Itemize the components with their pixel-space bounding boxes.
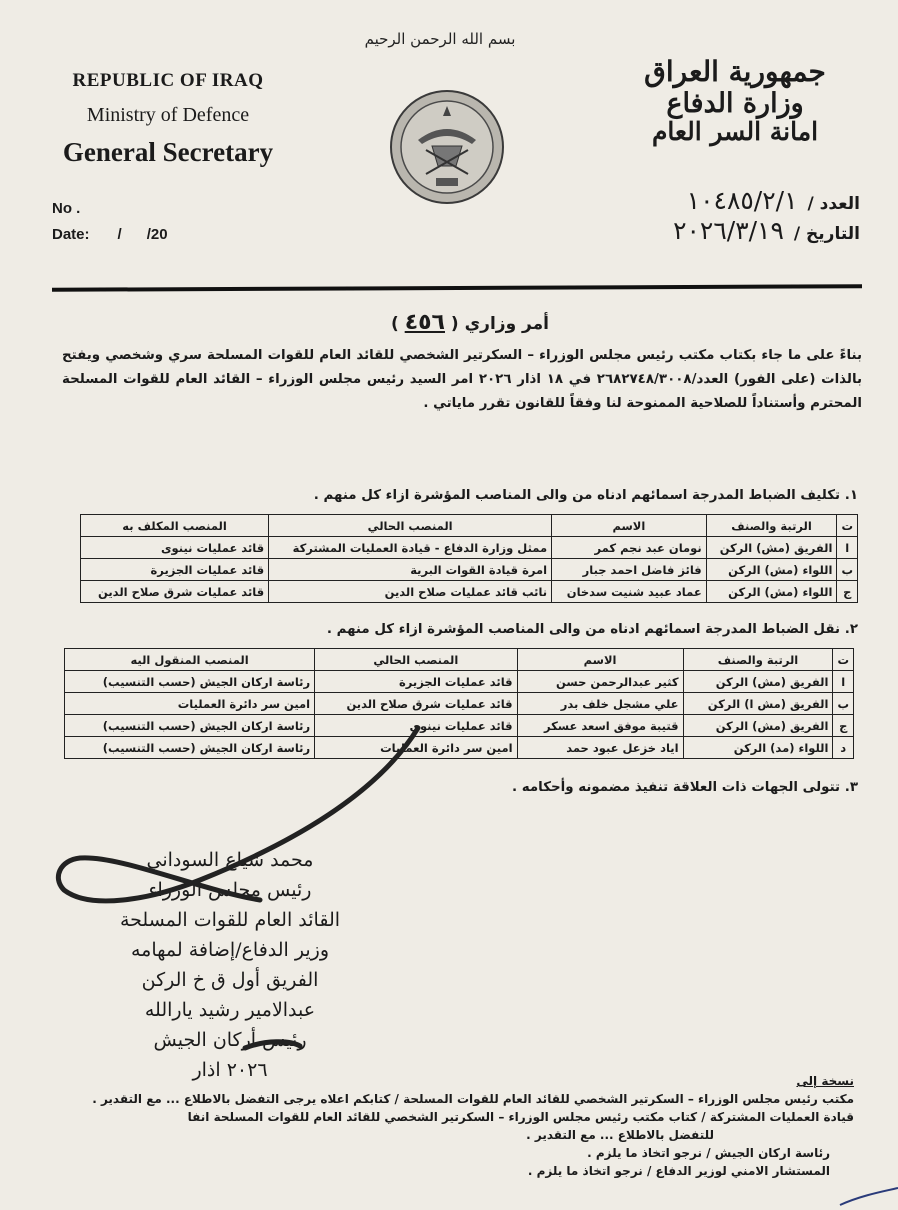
secretary-line: General Secretary bbox=[62, 137, 274, 167]
table-cell: نائب قائد عمليات صلاح الدين bbox=[269, 581, 552, 603]
order-title-suffix: ) bbox=[390, 314, 399, 334]
table-cell: اياد خزعل عبود حمد bbox=[517, 737, 683, 759]
ministry-seal-icon bbox=[388, 88, 506, 206]
table-cell: ا bbox=[833, 671, 854, 693]
table-cell: قائد عمليات الجزيرة bbox=[81, 559, 269, 581]
item-1-text: ١. تكليف الضباط المدرجة اسمائهم ادناه من والى المناصب المؤشرة ازاء كل منهم . bbox=[313, 488, 858, 503]
column-header: ت bbox=[837, 515, 858, 537]
table-cell: د bbox=[833, 737, 854, 759]
order-title-prefix: أمر وزاري ( bbox=[450, 314, 549, 334]
table-cell: رئاسة اركان الجيش (حسب التنسيب) bbox=[65, 715, 315, 737]
arabic-ministry-line: وزارة الدفاع bbox=[666, 88, 804, 119]
number-label: العدد / bbox=[807, 194, 860, 214]
order-intro bbox=[62, 344, 862, 416]
column-header: المنصب المكلف به bbox=[81, 515, 269, 537]
signature-line: القائد العام للقوات المسلحة bbox=[119, 909, 341, 931]
english-date-label: Date: bbox=[52, 226, 90, 243]
number-value: ١٠٤٨٥/٢/١ bbox=[686, 186, 798, 215]
table-cell: ب bbox=[837, 559, 858, 581]
table-cell: كثير عبدالرحمن حسن bbox=[517, 671, 683, 693]
date-value: ٢٠٢٦/٣/١٩ bbox=[673, 216, 784, 245]
table-cell: امرة قيادة القوات البرية bbox=[269, 559, 552, 581]
table-cell: رئاسة اركان الجيش (حسب التنسيب) bbox=[65, 671, 315, 693]
item-2-text: ٢. نقل الضباط المدرجة اسمائهم ادناه من والى المناصب المؤشرة ازاء كل منهم . bbox=[326, 622, 858, 637]
english-date-value: / /20 bbox=[117, 226, 168, 243]
column-header: الرتبة والصنف bbox=[683, 649, 833, 671]
column-header: ت bbox=[833, 649, 854, 671]
copies-line: قيادة العمليات المشتركة / كتاب مكتب رئيس مجلس الوزراء – السكرتير الشخصي للقائد العام للقوات المسلحة انفا bbox=[187, 1110, 854, 1124]
copies-line: مكتب رئيس مجلس الوزراء – السكرتير الشخصي للقائد العام للقوات المسلحة / كتابكم اعلاه يرجى التفضل بالاطلاع ... مع التقدير . bbox=[92, 1092, 854, 1106]
table-row bbox=[65, 671, 854, 693]
table-cell: الفريق (مش ا) الركن bbox=[683, 693, 833, 715]
table-cell: الفريق (مش) الركن bbox=[683, 671, 833, 693]
date-label: التاريخ / bbox=[793, 224, 860, 244]
table-cell: امين سر دائرة العمليات bbox=[65, 693, 315, 715]
table-cell: الفريق (مش) الركن bbox=[706, 537, 837, 559]
copies-line: للتفضل بالاطلاع ... مع التقدير . bbox=[526, 1128, 714, 1142]
signature-line: رئيس مجلس الوزراء bbox=[148, 879, 312, 901]
table-row bbox=[81, 537, 858, 559]
reference-number-row bbox=[550, 186, 860, 216]
table-cell: عماد عبيد شنيت سدخان bbox=[552, 581, 707, 603]
signature-block bbox=[80, 845, 380, 1085]
table-cell: امين سر دائرة العمليات bbox=[315, 737, 517, 759]
arabic-reference bbox=[550, 186, 860, 246]
table-cell: اللواء (مش) الركن bbox=[706, 581, 837, 603]
column-header: الاسم bbox=[517, 649, 683, 671]
order-number: ٤٥٦ bbox=[404, 310, 445, 335]
arabic-secretary-line: امانة السر العام bbox=[651, 117, 819, 146]
arabic-letterhead bbox=[610, 55, 860, 146]
table-row bbox=[65, 693, 854, 715]
signature-line: رئيس أركان الجيش bbox=[153, 1029, 307, 1051]
table-cell: نومان عبد نجم كمر bbox=[552, 537, 707, 559]
reference-date-row bbox=[550, 216, 860, 246]
ministry-line: Ministry of Defence bbox=[86, 104, 250, 126]
signature-line: محمد شياع السوداني bbox=[146, 849, 314, 871]
transfer-table bbox=[64, 648, 854, 759]
order-title bbox=[350, 310, 590, 335]
column-header: المنصب المنقول اليه bbox=[65, 649, 315, 671]
table-header-row bbox=[81, 515, 858, 537]
table-row bbox=[81, 581, 858, 603]
column-header: المنصب الحالي bbox=[315, 649, 517, 671]
table-cell: ا bbox=[837, 537, 858, 559]
table-cell: ج bbox=[837, 581, 858, 603]
item-3-text: ٣. تتولى الجهات ذات العلاقة تنفيذ مضمونه وأحكامه . bbox=[512, 780, 858, 795]
column-header: الرتبة والصنف bbox=[706, 515, 837, 537]
table-cell: ج bbox=[833, 715, 854, 737]
header-divider bbox=[52, 284, 862, 292]
table-cell: اللواء (مش) الركن bbox=[706, 559, 837, 581]
english-date bbox=[52, 222, 168, 248]
copies-section bbox=[52, 1072, 854, 1180]
english-reference bbox=[52, 196, 168, 248]
copies-heading: نسخة إلى bbox=[796, 1074, 854, 1088]
assignment-table bbox=[80, 514, 858, 603]
table-row bbox=[65, 715, 854, 737]
table-cell: قائد عمليات نينوى bbox=[81, 537, 269, 559]
table-cell: ب bbox=[833, 693, 854, 715]
table-cell: ممثل وزارة الدفاع - قيادة العمليات المشتركة bbox=[269, 537, 552, 559]
signature-line: ٢٠٢٦ اذار bbox=[192, 1059, 268, 1081]
table-cell: قائد عمليات شرق صلاح الدين bbox=[81, 581, 269, 603]
table-cell: الفريق (مش) الركن bbox=[683, 715, 833, 737]
table-cell: قائد عمليات شرق صلاح الدين bbox=[315, 693, 517, 715]
column-header: المنصب الحالي bbox=[269, 515, 552, 537]
signature-line: وزير الدفاع/إضافة لمهامه bbox=[130, 939, 329, 961]
table-row bbox=[65, 737, 854, 759]
table-cell: قتيبة موفق اسعد عسكر bbox=[517, 715, 683, 737]
table-header-row bbox=[65, 649, 854, 671]
republic-line: REPUBLIC OF IRAQ bbox=[72, 70, 264, 91]
table-cell: قائد عمليات نينوى bbox=[315, 715, 517, 737]
table-cell: قائد عمليات الجزيرة bbox=[315, 671, 517, 693]
english-letterhead bbox=[48, 70, 288, 168]
table-cell: رئاسة اركان الجيش (حسب التنسيب) bbox=[65, 737, 315, 759]
table-cell: علي مشجل خلف بدر bbox=[517, 693, 683, 715]
column-header: الاسم bbox=[552, 515, 707, 537]
table-row bbox=[81, 559, 858, 581]
signature-line: الفريق أول ق خ الركن bbox=[141, 969, 319, 991]
order-intro-text: بناءً على ما جاء بكتاب مكتب رئيس مجلس الوزراء – السكرتير الشخصي للقائد العام للقوات المسلحة سري وشخصي ويفتح بالذات (على الفور) العدد/٢٦٨٢٧٤٨/٣٠٠٨ في ١٨ اذار ٢٠٢٦ امر السيد رئيس مجلس الوزراء – القائد العام للقوات المسلحة المحترم وأستناداً للصلاحية الممنوحة لنا وفقاً للقانون تقرر ماياتي . bbox=[62, 348, 863, 411]
basmala: بسم الله الرحمن الرحيم bbox=[364, 30, 516, 48]
table-cell: اللواء (مد) الركن bbox=[683, 737, 833, 759]
arabic-republic-line: جمهورية العراق bbox=[644, 55, 826, 88]
english-no-label: No . bbox=[52, 200, 81, 217]
signature-line: عبدالامير رشيد يارالله bbox=[144, 999, 316, 1021]
copies-line: رئاسة اركان الجيش / نرجو اتخاذ ما يلزم . bbox=[587, 1146, 830, 1160]
table-cell: فائز فاضل احمد جبار bbox=[552, 559, 707, 581]
copies-line: المستشار الامني لوزير الدفاع / نرجو اتخاذ ما يلزم . bbox=[527, 1164, 830, 1178]
